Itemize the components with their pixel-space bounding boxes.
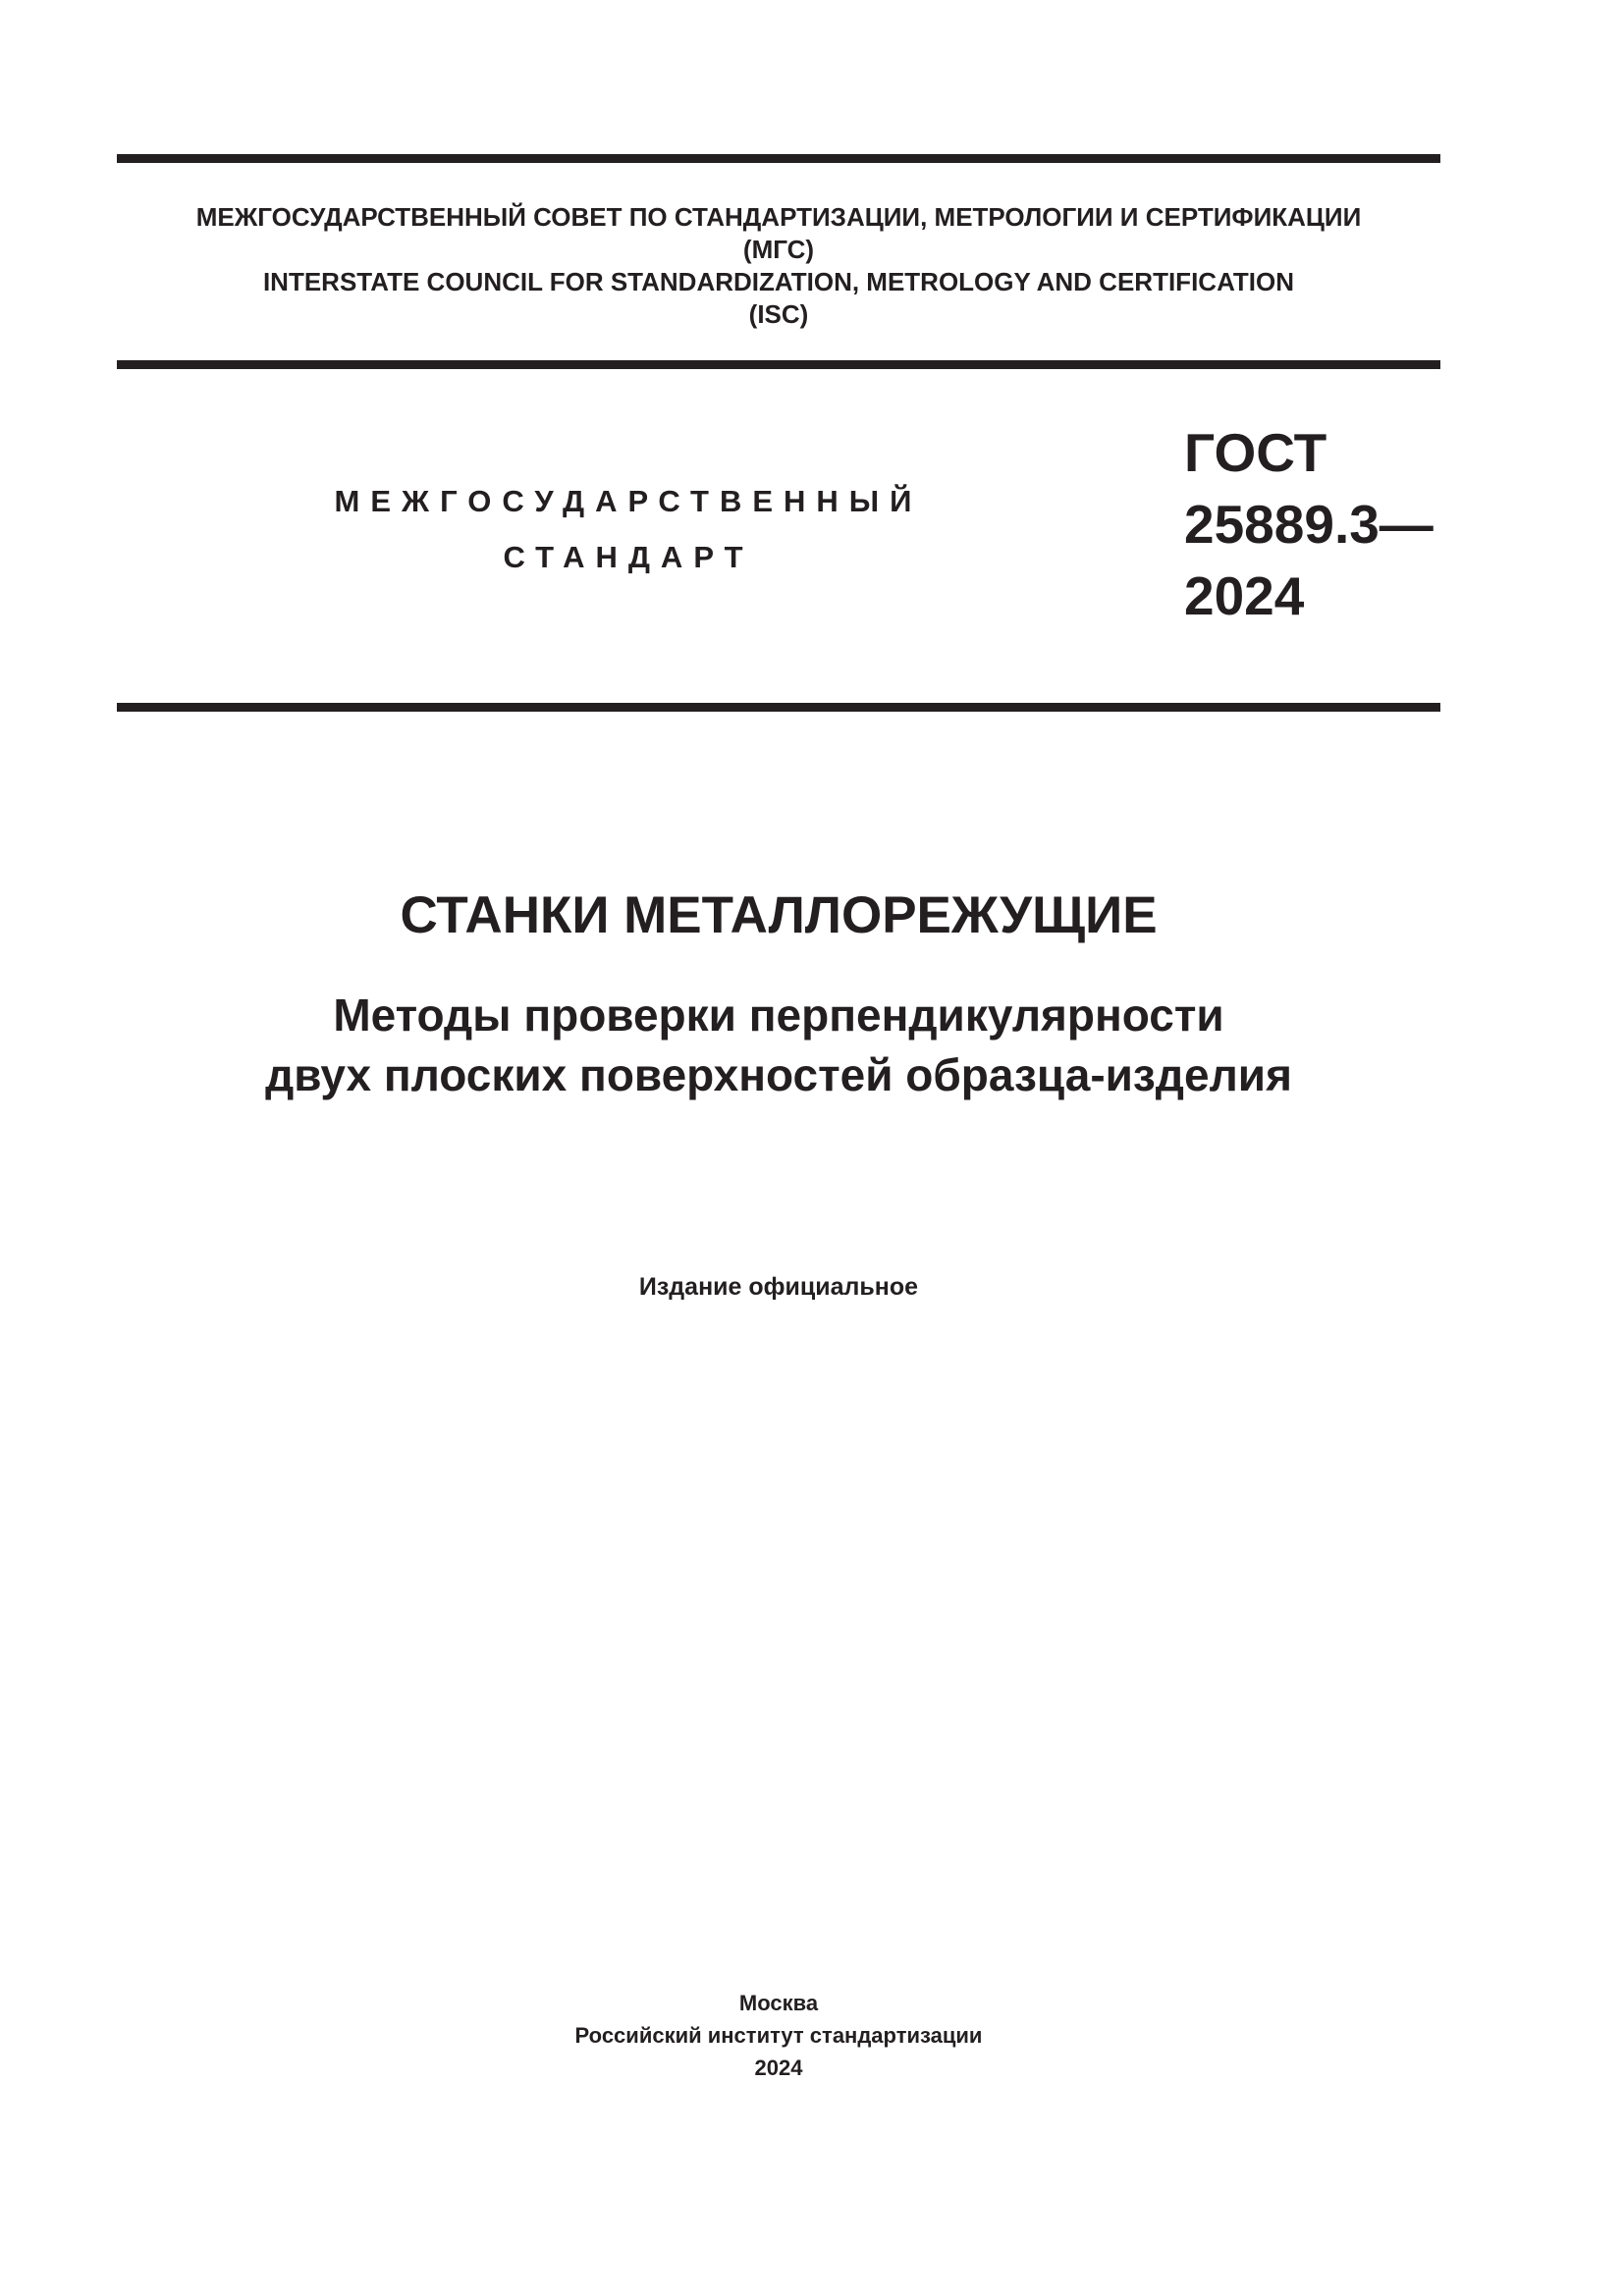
standard-type-label	[285, 473, 972, 585]
standard-type-line-2: СТАНДАРТ	[503, 540, 754, 574]
imprint-year: 2024	[754, 2056, 803, 2080]
publisher-imprint	[117, 1987, 1440, 2084]
designation-prefix: ГОСТ	[1184, 422, 1327, 483]
designation-year: 2024	[1184, 565, 1305, 626]
standard-type-line-1: МЕЖГОСУДАРСТВЕННЫЙ	[334, 484, 923, 518]
council-header	[117, 201, 1440, 331]
document-subtitle	[117, 986, 1440, 1105]
council-name-ru: МЕЖГОСУДАРСТВЕННЫЙ СОВЕТ ПО СТАНДАРТИЗАЦИИ, МЕТРОЛОГИИ И СЕРТИФИКАЦИИ	[195, 202, 1362, 232]
document-title: СТАНКИ МЕТАЛЛОРЕЖУЩИЕ	[400, 886, 1158, 944]
imprint-city: Москва	[738, 1991, 819, 2015]
subtitle-line-2: двух плоских поверхностей образца-изделия	[265, 1049, 1292, 1100]
subtitle-line-1: Методы проверки перпендикулярности	[333, 989, 1224, 1041]
council-abbr-en: (ISC)	[748, 299, 809, 329]
council-name-en: INTERSTATE COUNCIL FOR STANDARDIZATION, METROLOGY AND CERTIFICATION	[262, 267, 1295, 296]
designation-divider	[117, 703, 1440, 712]
edition-note: Издание официальное	[638, 1273, 919, 1301]
imprint-publisher: Российский институт стандартизации	[574, 2023, 983, 2048]
designation-number: 25889.3—	[1184, 494, 1434, 555]
council-abbr-ru: (МГС)	[742, 235, 815, 264]
top-rule	[117, 154, 1440, 163]
standard-designation	[1184, 417, 1434, 632]
header-divider	[117, 360, 1440, 369]
